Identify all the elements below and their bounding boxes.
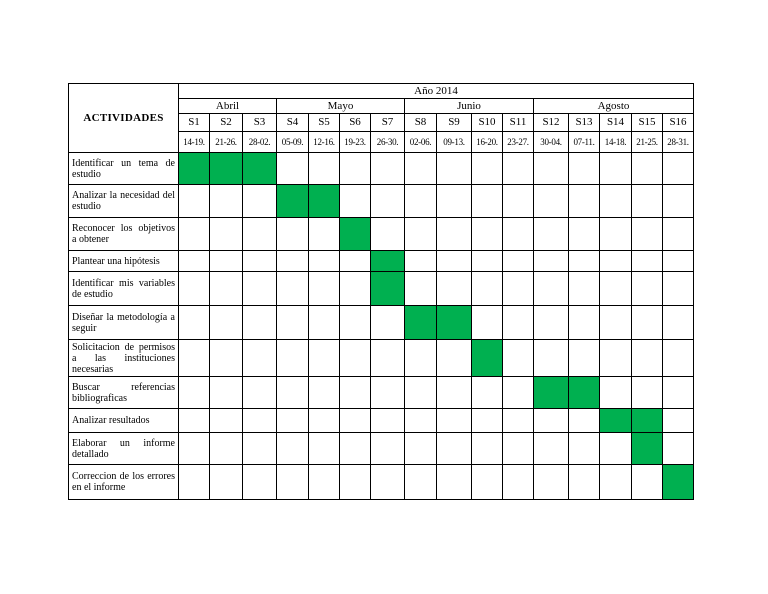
schedule-cell [437, 153, 472, 185]
schedule-cell [663, 377, 694, 409]
schedule-cell [371, 433, 405, 465]
schedule-cell [340, 433, 371, 465]
schedule-cell-active [277, 185, 309, 218]
schedule-cell [472, 377, 503, 409]
schedule-cell [277, 218, 309, 251]
schedule-cell [534, 409, 569, 433]
schedule-cell [534, 465, 569, 500]
schedule-cell-active [340, 218, 371, 251]
week-header: S13 [569, 114, 600, 132]
activity-row [69, 409, 694, 433]
schedule-cell [534, 433, 569, 465]
schedule-cell [210, 433, 243, 465]
month-header: Mayo [277, 99, 405, 114]
week-date-range: 19-23. [340, 132, 371, 153]
schedule-cell [277, 251, 309, 272]
schedule-cell [277, 465, 309, 500]
month-header: Agosto [534, 99, 694, 114]
schedule-cell [243, 340, 277, 377]
schedule-cell [503, 185, 534, 218]
schedule-cell [472, 153, 503, 185]
schedule-cell [503, 465, 534, 500]
schedule-cell [371, 306, 405, 340]
schedule-cell [472, 251, 503, 272]
schedule-cell [663, 433, 694, 465]
week-date-range: 23-27. [503, 132, 534, 153]
schedule-cell [437, 433, 472, 465]
schedule-cell [632, 218, 663, 251]
schedule-cell [600, 272, 632, 306]
week-date-range: 21-26. [210, 132, 243, 153]
schedule-cell [371, 465, 405, 500]
schedule-cell [437, 377, 472, 409]
week-header: S1 [179, 114, 210, 132]
schedule-cell [503, 218, 534, 251]
week-date-range: 21-25. [632, 132, 663, 153]
schedule-cell [405, 433, 437, 465]
schedule-cell [437, 251, 472, 272]
schedule-cell [534, 306, 569, 340]
schedule-cell [405, 251, 437, 272]
schedule-cell-active [405, 306, 437, 340]
schedule-cell [569, 306, 600, 340]
schedule-cell [663, 218, 694, 251]
schedule-cell [243, 465, 277, 500]
activity-label: Identificar mis variables de estudio [69, 272, 179, 306]
schedule-cell-active [179, 153, 210, 185]
schedule-cell [277, 272, 309, 306]
schedule-cell-active [600, 409, 632, 433]
week-header: S5 [309, 114, 340, 132]
schedule-cell [405, 377, 437, 409]
schedule-cell [340, 272, 371, 306]
week-date-range: 26-30. [371, 132, 405, 153]
week-header: S3 [243, 114, 277, 132]
week-header: S16 [663, 114, 694, 132]
schedule-cell [663, 306, 694, 340]
schedule-cell [472, 306, 503, 340]
activity-row [69, 251, 694, 272]
activity-row [69, 433, 694, 465]
schedule-cell [371, 153, 405, 185]
schedule-cell [309, 153, 340, 185]
schedule-cell [340, 377, 371, 409]
schedule-cell [309, 465, 340, 500]
schedule-cell [663, 272, 694, 306]
schedule-cell-active [663, 465, 694, 500]
schedule-cell [600, 377, 632, 409]
week-date-range: 30-04. [534, 132, 569, 153]
schedule-cell-active [437, 306, 472, 340]
schedule-cell [534, 251, 569, 272]
schedule-cell [534, 340, 569, 377]
schedule-cell [534, 153, 569, 185]
schedule-cell [340, 340, 371, 377]
schedule-cell-active [371, 251, 405, 272]
year-label: Año 2014 [179, 84, 694, 99]
schedule-cell [243, 433, 277, 465]
schedule-cell [340, 153, 371, 185]
week-date-range: 14-19. [179, 132, 210, 153]
schedule-cell [472, 465, 503, 500]
schedule-cell [243, 377, 277, 409]
schedule-cell [503, 272, 534, 306]
schedule-cell [179, 272, 210, 306]
schedule-cell [179, 340, 210, 377]
week-date-range: 12-16. [309, 132, 340, 153]
activity-label: Analizar la necesidad del estudio [69, 185, 179, 218]
week-header: S8 [405, 114, 437, 132]
schedule-cell [600, 340, 632, 377]
schedule-cell [243, 185, 277, 218]
week-header: S7 [371, 114, 405, 132]
year-row [69, 84, 694, 99]
schedule-cell [210, 218, 243, 251]
schedule-cell [371, 340, 405, 377]
schedule-cell [600, 465, 632, 500]
schedule-cell [340, 409, 371, 433]
schedule-cell [210, 377, 243, 409]
week-date-range: 05-09. [277, 132, 309, 153]
activity-rows [69, 153, 694, 500]
schedule-cell [243, 409, 277, 433]
schedule-cell [569, 272, 600, 306]
schedule-cell [632, 153, 663, 185]
activity-row [69, 272, 694, 306]
schedule-cell-active [243, 153, 277, 185]
schedule-cell-active [472, 340, 503, 377]
week-header: S14 [600, 114, 632, 132]
activity-row [69, 218, 694, 251]
schedule-cell [569, 185, 600, 218]
schedule-cell [600, 185, 632, 218]
schedule-cell [309, 409, 340, 433]
schedule-cell [569, 153, 600, 185]
schedule-cell [632, 465, 663, 500]
schedule-cell [179, 465, 210, 500]
month-header: Abril [179, 99, 277, 114]
schedule-cell [600, 218, 632, 251]
schedule-cell [405, 218, 437, 251]
schedule-cell [632, 185, 663, 218]
schedule-cell [309, 218, 340, 251]
schedule-cell [277, 153, 309, 185]
schedule-cell [472, 433, 503, 465]
schedule-cell [503, 306, 534, 340]
schedule-cell-active [632, 409, 663, 433]
week-date-range: 14-18. [600, 132, 632, 153]
schedule-cell [243, 272, 277, 306]
week-header: S15 [632, 114, 663, 132]
schedule-cell [663, 251, 694, 272]
schedule-cell [340, 306, 371, 340]
schedule-cell [405, 340, 437, 377]
schedule-cell [663, 340, 694, 377]
schedule-cell [243, 218, 277, 251]
schedule-cell [437, 409, 472, 433]
schedule-cell [309, 377, 340, 409]
schedule-cell [632, 306, 663, 340]
activity-row [69, 340, 694, 377]
schedule-cell [632, 340, 663, 377]
schedule-cell [179, 218, 210, 251]
week-header: S11 [503, 114, 534, 132]
schedule-cell [371, 377, 405, 409]
schedule-cell [663, 409, 694, 433]
schedule-cell [534, 272, 569, 306]
schedule-cell [437, 465, 472, 500]
schedule-cell [600, 153, 632, 185]
schedule-cell [437, 272, 472, 306]
week-date-range: 02-06. [405, 132, 437, 153]
schedule-cell [437, 185, 472, 218]
schedule-cell-active [569, 377, 600, 409]
schedule-cell [503, 433, 534, 465]
schedule-cell [340, 465, 371, 500]
schedule-cell [632, 251, 663, 272]
schedule-cell [472, 185, 503, 218]
schedule-cell [371, 409, 405, 433]
schedule-cell [437, 218, 472, 251]
schedule-cell [179, 251, 210, 272]
schedule-cell [277, 433, 309, 465]
week-header: S4 [277, 114, 309, 132]
schedule-cell [534, 218, 569, 251]
week-header: S10 [472, 114, 503, 132]
schedule-cell [243, 306, 277, 340]
schedule-cell [503, 153, 534, 185]
activity-label: Solicitacion de permisos a las instituciones necesarias [69, 340, 179, 377]
schedule-cell [210, 340, 243, 377]
activity-row [69, 306, 694, 340]
schedule-cell [632, 272, 663, 306]
activity-label: Elaborar un informe detallado [69, 433, 179, 465]
schedule-cell [340, 185, 371, 218]
schedule-cell [371, 185, 405, 218]
schedule-cell [309, 340, 340, 377]
activity-label: Identificar un tema de estudio [69, 153, 179, 185]
week-date-range: 28-02. [243, 132, 277, 153]
schedule-cell [503, 340, 534, 377]
schedule-cell-active [371, 272, 405, 306]
schedule-cell [277, 377, 309, 409]
schedule-cell-active [309, 185, 340, 218]
schedule-cell [277, 306, 309, 340]
schedule-cell [210, 306, 243, 340]
week-date-range: 16-20. [472, 132, 503, 153]
schedule-cell [371, 218, 405, 251]
schedule-cell-active [632, 433, 663, 465]
week-date-range: 28-31. [663, 132, 694, 153]
activity-row [69, 377, 694, 409]
schedule-cell [309, 251, 340, 272]
week-date-range: 09-13. [437, 132, 472, 153]
activity-label: Plantear una hipótesis [69, 251, 179, 272]
schedule-cell [277, 409, 309, 433]
week-header: S12 [534, 114, 569, 132]
schedule-cell [309, 272, 340, 306]
schedule-cell [405, 465, 437, 500]
activity-schedule-table [68, 83, 694, 500]
schedule-cell [632, 377, 663, 409]
schedule-cell [472, 218, 503, 251]
schedule-cell [437, 340, 472, 377]
activity-label: Diseñar la metodología a seguir [69, 306, 179, 340]
activity-row [69, 185, 694, 218]
schedule-cell [179, 377, 210, 409]
activity-row [69, 153, 694, 185]
schedule-cell [309, 433, 340, 465]
schedule-cell [210, 409, 243, 433]
week-date-range: 07-11. [569, 132, 600, 153]
schedule-cell [569, 340, 600, 377]
schedule-cell-active [534, 377, 569, 409]
schedule-cell [243, 251, 277, 272]
schedule-cell [663, 153, 694, 185]
schedule-cell [179, 409, 210, 433]
schedule-cell [179, 306, 210, 340]
schedule-cell [503, 409, 534, 433]
schedule-cell [210, 185, 243, 218]
month-header: Junio [405, 99, 534, 114]
schedule-cell [210, 465, 243, 500]
schedule-cell [405, 409, 437, 433]
schedule-cell [405, 185, 437, 218]
activity-label: Correccion de los errores en el informe [69, 465, 179, 500]
schedule-cell [210, 272, 243, 306]
schedule-cell [340, 251, 371, 272]
schedule-cell [569, 409, 600, 433]
activity-label: Analizar resultados [69, 409, 179, 433]
schedule-cell [663, 185, 694, 218]
schedule-cell [309, 306, 340, 340]
schedule-cell-active [210, 153, 243, 185]
schedule-cell [569, 465, 600, 500]
activities-header: ACTIVIDADES [69, 84, 179, 153]
table-header [69, 84, 694, 153]
schedule-cell [405, 153, 437, 185]
activity-row [69, 465, 694, 500]
schedule-cell [503, 377, 534, 409]
schedule-cell [569, 433, 600, 465]
schedule-cell [179, 185, 210, 218]
week-header: S2 [210, 114, 243, 132]
activity-label: Reconocer los objetivos a obtener [69, 218, 179, 251]
schedule-cell [534, 185, 569, 218]
activity-label: Buscar referencias bibliograficas [69, 377, 179, 409]
schedule-cell [600, 251, 632, 272]
schedule-cell [472, 409, 503, 433]
schedule-cell [569, 218, 600, 251]
schedule-cell [569, 251, 600, 272]
schedule-cell [503, 251, 534, 272]
schedule-cell [210, 251, 243, 272]
schedule-cell [600, 433, 632, 465]
schedule-cell [600, 306, 632, 340]
week-header: S6 [340, 114, 371, 132]
schedule-cell [179, 433, 210, 465]
schedule-cell [405, 272, 437, 306]
schedule-cell [472, 272, 503, 306]
schedule-cell [277, 340, 309, 377]
week-header: S9 [437, 114, 472, 132]
